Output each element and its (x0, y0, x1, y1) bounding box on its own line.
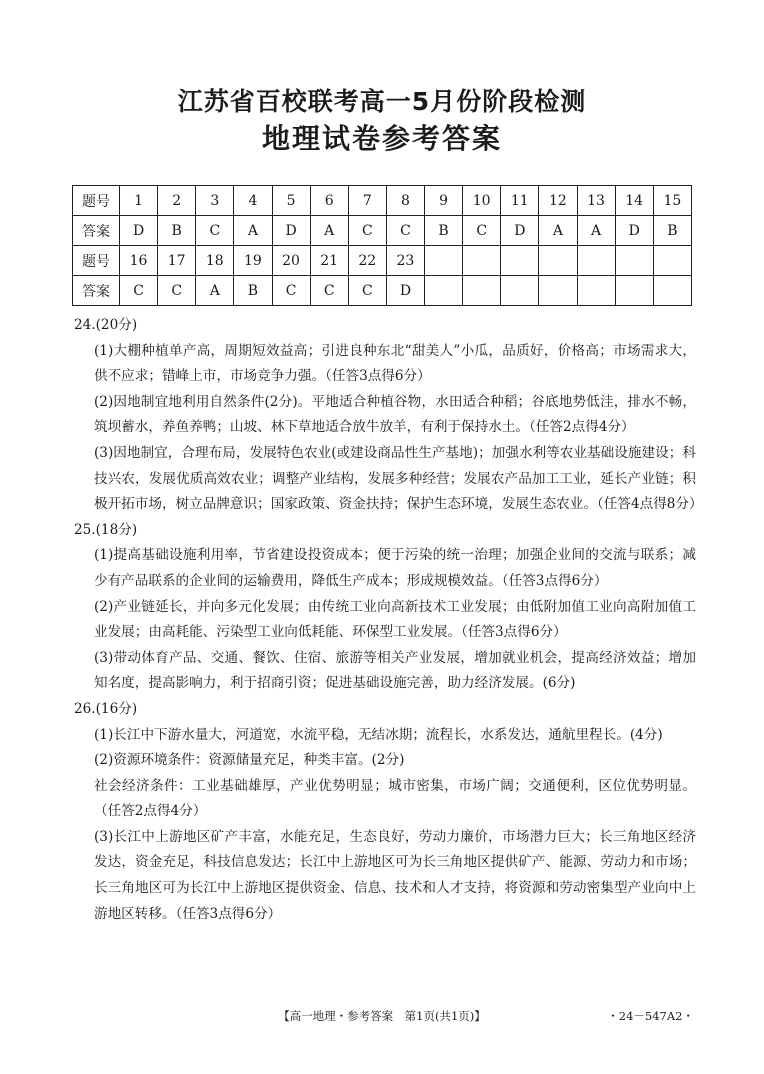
answer-paragraph: (3)长江中上游地区矿产丰富，水能充足，生态良好，劳动力廉价，市场潜力巨大；长三角地区经济发达，资金充足，科技信息发达；长江中上游地区可为长三角地区提供矿产、能源、劳动力和市场；长三角地区可为长江中上游地区提供资金、信息、技术和人才支持，将资源和劳动密集型产业向中上游地区转移。（任答3点得6分） (94, 828, 696, 922)
table-cell: 9 (425, 186, 463, 216)
table-cell (425, 276, 463, 306)
table-cell (577, 276, 615, 306)
table-cell: A (539, 216, 577, 246)
row-header-cell: 题号 (73, 246, 120, 276)
table-cell: 19 (234, 246, 272, 276)
table-cell: 15 (653, 186, 691, 216)
table-cell: 22 (348, 246, 386, 276)
table-cell: A (196, 276, 234, 306)
question-heading: 25.(18分) (74, 521, 138, 538)
table-cell: D (272, 216, 310, 246)
row-header-cell: 题号 (73, 186, 120, 216)
table-cell: C (463, 216, 501, 246)
table-cell: 10 (463, 186, 501, 216)
table-cell (539, 246, 577, 276)
table-cell (463, 276, 501, 306)
table-cell (577, 246, 615, 276)
answer-paragraph: (2)产业链延长，并向多元化发展；由传统工业向高新技术工业发展；由低附加值工业向高附加值工业发展；由高耗能、污染型工业向低耗能、环保型工业发展。（任答3点得6分） (94, 598, 696, 641)
table-cell: 4 (234, 186, 272, 216)
page-subtitle: 地理试卷参考答案 (261, 122, 502, 155)
table-cell (501, 246, 539, 276)
table-cell: 3 (196, 186, 234, 216)
table-cell: C (348, 216, 386, 246)
table-row (73, 186, 692, 216)
table-cell: B (653, 216, 691, 246)
answer-paragraph: (2)因地制宜地利用自然条件(2分)。平地适合种植谷物，水田适合种稻；谷底地势低洼，排水不畅，筑坝蓄水，养鱼养鸭；山坡、林下草地适合放牛放羊，有利于保持水土。（任答2点得4分） (94, 393, 696, 436)
table-cell: 6 (310, 186, 348, 216)
table-cell (425, 246, 463, 276)
table-cell: B (158, 216, 196, 246)
row-header-cell: 答案 (73, 216, 120, 246)
table-cell: C (120, 276, 158, 306)
table-cell: 23 (386, 246, 424, 276)
question-heading: 24.(20分) (74, 317, 138, 333)
table-cell: C (386, 216, 424, 246)
table-cell: 16 (120, 246, 158, 276)
table-cell: 1 (120, 186, 158, 216)
footer-code: ・24－547A2・ (607, 1009, 694, 1023)
answer-paragraph: (1)大棚种植单产高，周期短效益高；引进良种东北“甜美人”小瓜，品质好，价格高；市场需求大，供不应求；错峰上市，市场竞争力强。（任答3点得6分） (94, 342, 696, 385)
table-cell: A (310, 216, 348, 246)
answer-paragraph: (3)带动体育产品、交通、餐饮、住宿、旅游等相关产业发展，增加就业机会，提高经济效益；增加知名度，提高影响力，利于招商引资；促进基础设施完善，助力经济发展。(6分) (94, 649, 696, 692)
table-cell: 17 (158, 246, 196, 276)
table-cell: D (386, 276, 424, 306)
table-cell: 13 (577, 186, 615, 216)
table-cell: 5 (272, 186, 310, 216)
table-cell (615, 246, 653, 276)
table-row (73, 216, 692, 246)
table-cell: 18 (196, 246, 234, 276)
table-cell (653, 246, 691, 276)
table-cell: C (310, 276, 348, 306)
answer-paragraph: 社会经济条件：工业基础雄厚，产业优势明显；城市密集，市场广阔；交通便利，区位优势明显。（任答2点得4分） (94, 777, 696, 820)
table-cell: 14 (615, 186, 653, 216)
answer-paragraph: (1)提高基础设施利用率，节省建设投资成本；便于污染的统一治理；加强企业间的交流与联系；减少有产品联系的企业间的运输费用，降低生产成本；形成规模效益。（任答3点得6分） (94, 547, 696, 589)
table-cell: 20 (272, 246, 310, 276)
question-heading: 26.(16分) (74, 700, 138, 717)
table-cell: C (272, 276, 310, 306)
table-cell: 12 (539, 186, 577, 216)
table-cell (501, 276, 539, 306)
table-cell (539, 276, 577, 306)
answer-paragraph: (3)因地制宜，合理布局，发展特色农业(或建设商品性生产基地)；加强水利等农业基础设施建设；科技兴农，发展优质高效农业；调整产业结构，发展多种经营；发展农产品加工工业，延长产业链；积极开拓市场，树立品牌意识；国家政策、资金扶持；保护生态环境，发展生态农业。（任答4点得8分） (94, 444, 703, 513)
table-cell: 21 (310, 246, 348, 276)
table-cell: D (120, 216, 158, 246)
table-cell: 11 (501, 186, 539, 216)
table-row (73, 246, 692, 276)
row-header-cell: 答案 (73, 276, 120, 306)
answer-paragraph: (1)长江中下游水量大，河道宽，水流平稳，无结冰期；流程长，水系发达，通航里程长。(4分) (94, 726, 663, 743)
table-cell: A (234, 216, 272, 246)
table-cell (615, 276, 653, 306)
table-row (73, 276, 692, 306)
answer-content (74, 313, 703, 927)
table-cell: C (158, 276, 196, 306)
page-title: 江苏省百校联考高一5月份阶段检测 (177, 87, 587, 116)
table-cell: C (196, 216, 234, 246)
table-cell: B (425, 216, 463, 246)
answer-paragraph: (2)资源环境条件：资源储量充足，种类丰富。(2分) (94, 752, 405, 769)
table-cell (653, 276, 691, 306)
table-cell: C (348, 276, 386, 306)
table-cell: 2 (158, 186, 196, 216)
table-cell: D (615, 216, 653, 246)
table-cell: A (577, 216, 615, 246)
table-cell (463, 246, 501, 276)
answer-table (72, 185, 692, 306)
footer-page-info: 【高一地理・参考答案 第1页(共1页)】 (278, 1009, 486, 1023)
table-cell: 7 (348, 186, 386, 216)
table-cell: B (234, 276, 272, 306)
table-cell: D (501, 216, 539, 246)
table-cell: 8 (386, 186, 424, 216)
